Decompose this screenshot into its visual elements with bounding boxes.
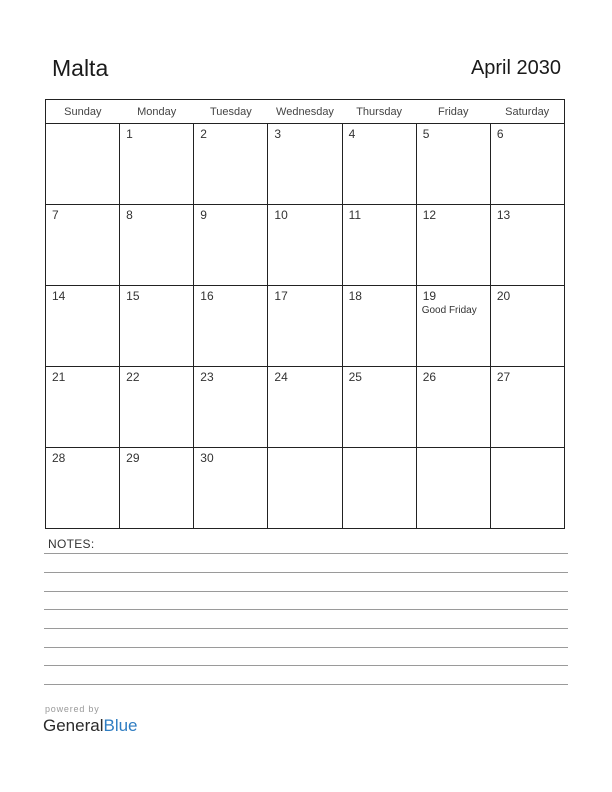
day-cell [46, 205, 120, 286]
day-number: 13 [496, 208, 511, 222]
day-number: 12 [422, 208, 437, 222]
day-cell [120, 205, 194, 286]
day-cell [342, 367, 416, 448]
holiday-label: Good Friday [421, 305, 477, 316]
day-number: 25 [348, 370, 362, 384]
day-number: 8 [126, 208, 133, 222]
day-number: 19 [422, 289, 437, 303]
weekday-sunday: Sunday [46, 100, 120, 124]
day-cell [490, 286, 564, 367]
brand-general: General [43, 716, 104, 735]
week-row [46, 286, 565, 367]
day-cell [490, 124, 564, 205]
day-number: 17 [274, 289, 288, 303]
day-cell [194, 124, 268, 205]
day-cell [416, 448, 490, 529]
day-cell [194, 448, 268, 529]
day-number: 16 [200, 289, 214, 303]
brand-logo[interactable] [43, 716, 138, 736]
day-number: 4 [348, 127, 356, 141]
note-line [44, 684, 568, 685]
day-number: 3 [274, 127, 282, 141]
note-line [44, 572, 568, 573]
day-number: 20 [496, 289, 511, 303]
week-row [46, 205, 565, 286]
day-cell [268, 286, 342, 367]
day-cell [46, 124, 120, 205]
day-number: 9 [200, 208, 207, 222]
weekday-tuesday: Tuesday [194, 100, 268, 124]
weekday-wednesday: Wednesday [268, 100, 342, 124]
day-number: 18 [348, 289, 362, 303]
day-cell [194, 205, 268, 286]
day-cell [268, 448, 342, 529]
weekday-header-row [46, 100, 565, 124]
day-cell [490, 448, 564, 529]
day-cell [416, 205, 490, 286]
day-number: 29 [126, 451, 140, 465]
weekday-saturday: Saturday [490, 100, 564, 124]
notes-label: NOTES: [48, 537, 95, 551]
day-cell [490, 367, 564, 448]
day-number: 5 [422, 127, 430, 141]
day-cell [268, 367, 342, 448]
brand-blue: Blue [103, 716, 138, 735]
day-number: 22 [126, 370, 140, 384]
note-line [44, 609, 568, 610]
day-cell [120, 124, 194, 205]
weekday-friday: Friday [416, 100, 490, 124]
day-number: 2 [200, 127, 207, 141]
day-cell [194, 367, 268, 448]
weekday-thursday: Thursday [342, 100, 416, 124]
day-number: 23 [200, 370, 214, 384]
day-cell [268, 124, 342, 205]
day-number: 27 [496, 370, 511, 384]
month-year-title: April 2030 [470, 57, 561, 79]
note-line [44, 553, 568, 554]
day-cell [416, 286, 490, 367]
day-cell [46, 448, 120, 529]
day-number: 14 [52, 289, 66, 303]
week-row [46, 448, 565, 529]
day-cell [342, 124, 416, 205]
note-line [44, 665, 568, 666]
day-number: 30 [200, 451, 214, 465]
day-cell [120, 448, 194, 529]
day-cell [416, 124, 490, 205]
calendar-grid [45, 99, 565, 529]
day-cell [194, 286, 268, 367]
week-row [46, 367, 565, 448]
country-title: Malta [52, 55, 109, 81]
powered-by-text: powered by [45, 704, 100, 714]
day-number: 21 [52, 370, 66, 384]
day-number: 28 [52, 451, 66, 465]
day-cell [342, 205, 416, 286]
note-line [44, 591, 568, 592]
day-cell [490, 205, 564, 286]
week-row [46, 124, 565, 205]
weekday-monday: Monday [120, 100, 194, 124]
note-line [44, 628, 568, 629]
day-number: 15 [126, 289, 140, 303]
day-number: 1 [126, 127, 133, 141]
day-cell [342, 448, 416, 529]
day-number: 7 [52, 208, 59, 222]
day-cell [46, 286, 120, 367]
day-number: 11 [348, 208, 362, 222]
note-line [44, 647, 568, 648]
day-number: 6 [496, 127, 504, 141]
day-number: 26 [422, 370, 437, 384]
day-cell [120, 367, 194, 448]
day-cell [46, 367, 120, 448]
day-number: 24 [274, 370, 288, 384]
day-number: 10 [274, 208, 288, 222]
day-cell [416, 367, 490, 448]
day-cell [342, 286, 416, 367]
day-cell [120, 286, 194, 367]
day-cell [268, 205, 342, 286]
